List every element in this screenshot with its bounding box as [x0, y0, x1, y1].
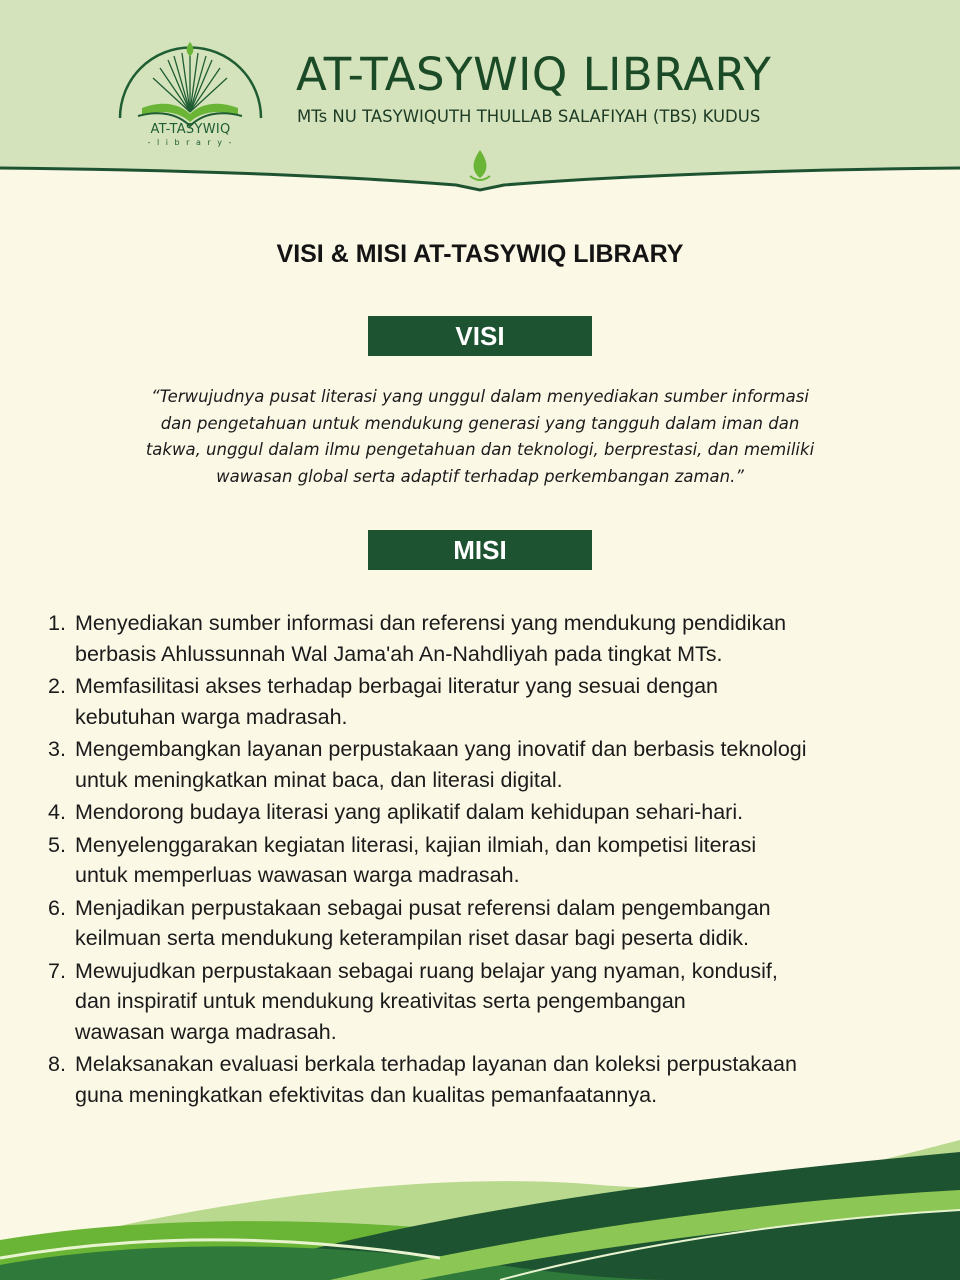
- misi-item-number: 8.: [48, 1052, 66, 1076]
- misi-item-text: untuk memperluas wawasan warga madrasah.: [75, 863, 520, 887]
- site-subtitle: MTs NU TASYWIQUTH THULLAB SALAFIYAH (TBS) KUDUS: [297, 107, 761, 126]
- misi-item: [48, 608, 928, 669]
- misi-item-number: 5.: [48, 832, 66, 857]
- logo-wordmark: AT-TASYWIQ: [150, 122, 231, 137]
- misi-list: [48, 608, 928, 1112]
- visi-line: dan pengetahuan untuk mendukung generasi yang tangguh dalam iman dan: [160, 413, 800, 433]
- misi-item: [48, 671, 928, 732]
- misi-item-number: 6.: [48, 895, 66, 920]
- misi-item-text: berbasis Ahlussunnah Wal Jama'ah An-Nahdliyah pada tingkat MTs.: [75, 641, 723, 666]
- misi-item-text: dan inspiratif untuk mendukung kreativitas serta pengembangan: [75, 989, 686, 1013]
- misi-item-text: Mendorong budaya literasi yang aplikatif dalam kehidupan sehari-hari.: [75, 800, 744, 824]
- misi-item: [48, 797, 928, 828]
- misi-item-text: Menjadikan perpustakaan sebagai pusat referensi dalam pengembangan: [75, 895, 771, 920]
- misi-item: [48, 893, 928, 954]
- misi-item: [48, 734, 928, 795]
- misi-item-text: guna meningkatkan efektivitas dan kualitas pemanfaatannya.: [75, 1082, 658, 1107]
- misi-item: [48, 1049, 928, 1110]
- misi-item-text: untuk meningkatkan minat baca, dan literasi digital.: [75, 767, 563, 792]
- misi-item-text: kebutuhan warga madrasah.: [75, 704, 348, 729]
- misi-item-number: 7.: [48, 958, 66, 983]
- misi-item-text: Mengembangkan layanan perpustakaan yang inovatif dan berbasis teknologi: [75, 737, 807, 761]
- misi-item-number: 3.: [48, 737, 66, 761]
- visi-line: “Terwujudnya pusat literasi yang unggul dalam menyediakan sumber informasi: [151, 387, 809, 406]
- misi-item: [48, 830, 928, 891]
- misi-item-text: Menyediakan sumber informasi dan referensi yang mendukung pendidikan: [75, 611, 787, 635]
- footer-wave-decoration: [0, 1140, 960, 1280]
- visi-line: wawasan global serta adaptif terhadap perkembangan zaman.”: [216, 466, 744, 486]
- misi-item-number: 1.: [48, 611, 66, 635]
- misi-item-text: Menyelenggarakan kegiatan literasi, kajian ilmiah, dan kompetisi literasi: [75, 832, 757, 857]
- site-title: AT-TASYWIQ LIBRARY: [296, 48, 772, 101]
- header-banner: [0, 0, 960, 200]
- visi-line: takwa, unggul dalam ilmu pengetahuan dan teknologi, berprestasi, dan memiliki: [145, 440, 815, 459]
- misi-item-text: Melaksanakan evaluasi berkala terhadap layanan dan koleksi perpustakaan: [75, 1052, 797, 1076]
- page-title: VISI & MISI AT-TASYWIQ LIBRARY: [276, 240, 684, 268]
- misi-item-text: keilmuan serta mendukung keterampilan riset dasar bagi peserta didik.: [75, 926, 750, 950]
- misi-item: [48, 956, 928, 1048]
- visi-heading: VISI: [368, 316, 592, 356]
- misi-item-number: 2.: [48, 674, 66, 698]
- misi-item-text: wawasan warga madrasah.: [75, 1019, 337, 1044]
- misi-item-text: Memfasilitasi akses terhadap berbagai literatur yang sesuai dengan: [75, 674, 718, 698]
- misi-heading: MISI: [368, 530, 592, 570]
- misi-item-text: Mewujudkan perpustakaan sebagai ruang belajar yang nyaman, kondusif,: [75, 958, 778, 983]
- visi-statement: [40, 384, 920, 490]
- logo-tagline: - l i b r a r y -: [147, 138, 234, 147]
- misi-item-number: 4.: [48, 800, 66, 824]
